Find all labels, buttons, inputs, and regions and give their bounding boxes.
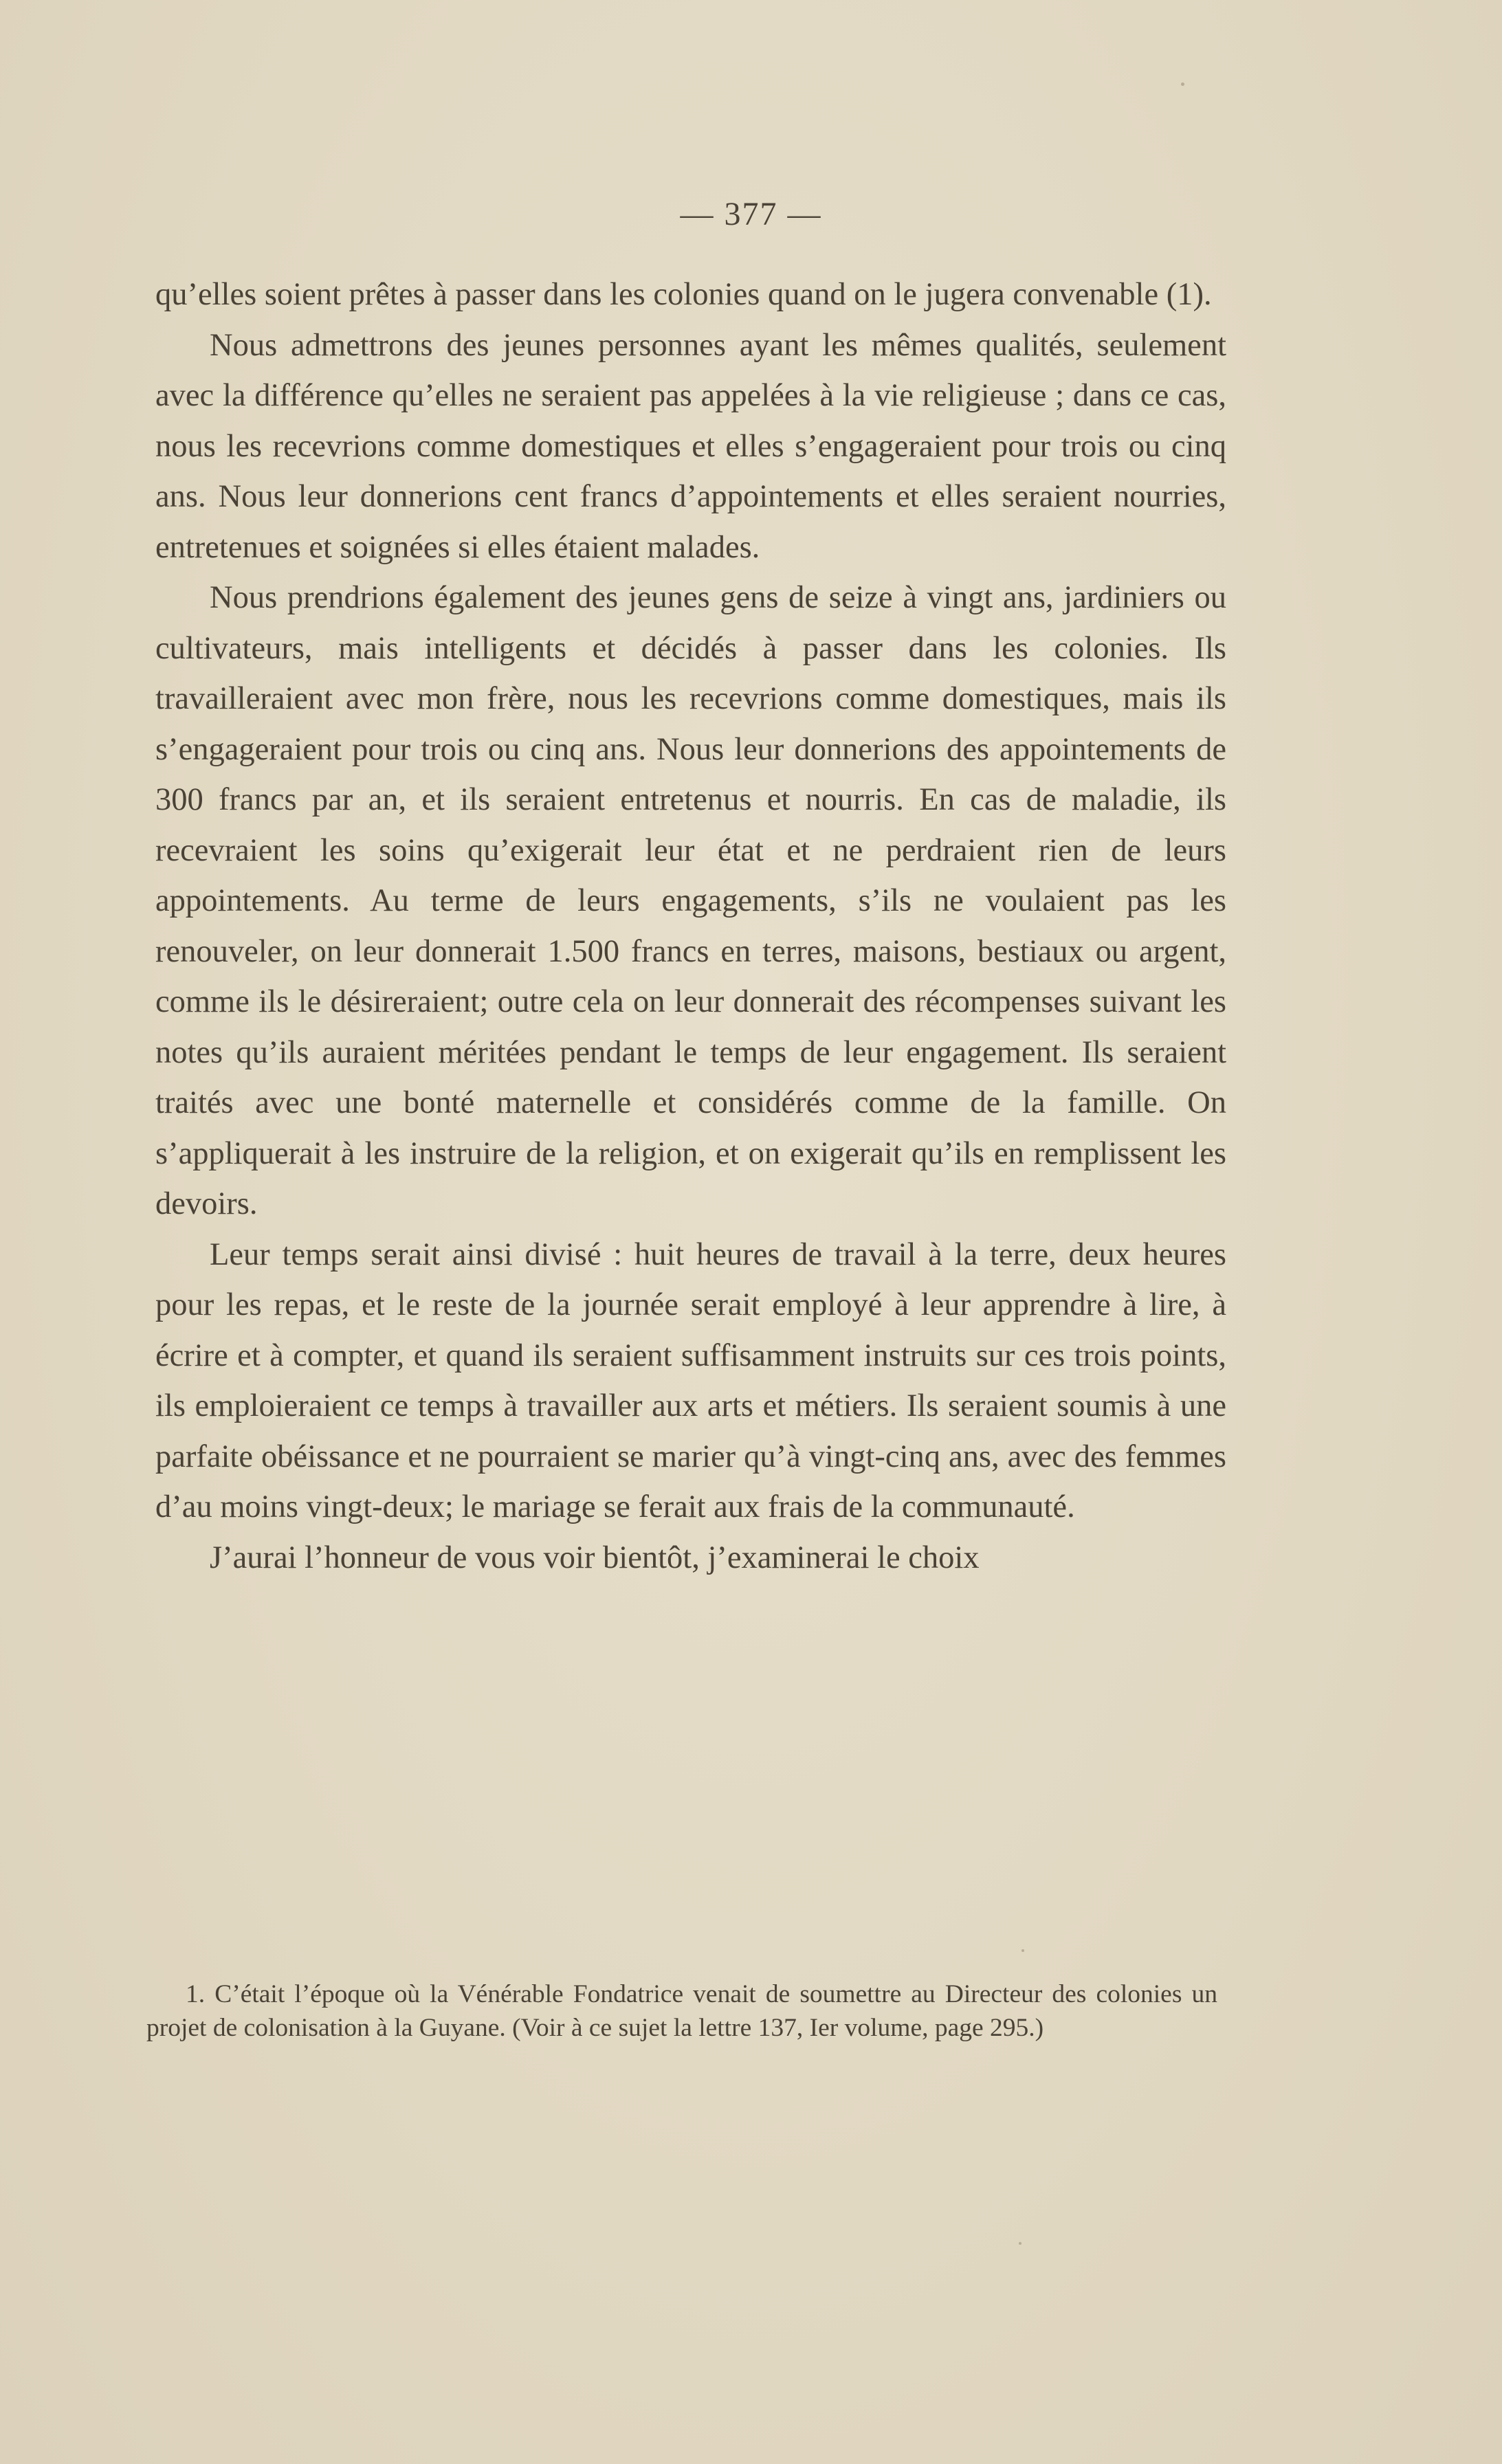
paragraph: J’aurai l’honneur de vous voir bientôt, j’examinerai le choix <box>210 1540 980 1575</box>
paragraph: Nous prendrions également des jeunes gens de seize à vingt ans, jardiniers ou cultivateurs, mais intelligents et décidés à passer dans les colonies. Ils travailleraient avec mon frère, nous les recevrions comme domestiques, mais ils s’engageraient pour trois ou cinq ans. Nous leur donnerions des appointements de 300 francs par an, et ils seraient entretenus et nourris. En cas de maladie, ils recevraient les soins qu’exigerait leur état et ne perdraient rien de leurs appointements. Au terme de leurs engagements, s’ils ne voulaient pas les renouveler, on leur donnerait 1.500 francs en terres, maisons, bestiaux ou argent, comme ils le désireraient; outre cela on leur donnerait des récompenses suivant les notes qu’ils auraient méritées pendant le temps de leur engagement. Ils seraient traités avec une bonté maternelle et considérés comme de la famille. On s’appliquerait à les instruire de la religion, et on exigerait qu’ils en remplissent les devoirs. <box>155 580 1226 1221</box>
paper-speck <box>1021 1949 1024 1952</box>
footnotes <box>146 1977 1217 2045</box>
body-text <box>155 269 1226 1583</box>
paragraph: Leur temps serait ainsi divisé : huit heures de travail à la terre, deux heures pour les repas, et le reste de la journée serait employé à leur apprendre à lire, à écrire et à compter, et quand ils seraient suffisamment instruits sur ces trois points, ils emploieraient ce temps à travailler aux arts et métiers. Ils seraient soumis à une parfaite obéissance et ne pourraient se marier qu’à vingt-cinq ans, avec des femmes d’au moins vingt-deux; le mariage se ferait aux frais de la communauté. <box>155 1236 1226 1524</box>
paragraph-continued: qu’elles soient prêtes à passer dans les colonies quand on le jugera convenable (1). <box>155 277 1212 312</box>
paper-speck <box>1181 82 1184 86</box>
footnote: 1. C’était l’époque où la Vénérable Fondatrice venait de soumettre au Directeur des colonies un projet de colonisation à la Guyane. (Voir à ce sujet la lettre 137, Ier volume, page 295.) <box>146 1980 1217 2042</box>
paper-speck <box>1019 2242 1021 2245</box>
paragraph: Nous admettrons des jeunes personnes ayant les mêmes qualités, seulement avec la différence qu’elles ne seraient pas appelées à la vie religieuse ; dans ce cas, nous les recevrions comme domestiques et elles s’engageraient pour trois ou cinq ans. Nous leur donnerions cent francs d’appointements et elles seraient nourries, entretenues et soignées si elles étaient malades. <box>155 327 1226 565</box>
page-number: — 377 — <box>680 196 822 232</box>
